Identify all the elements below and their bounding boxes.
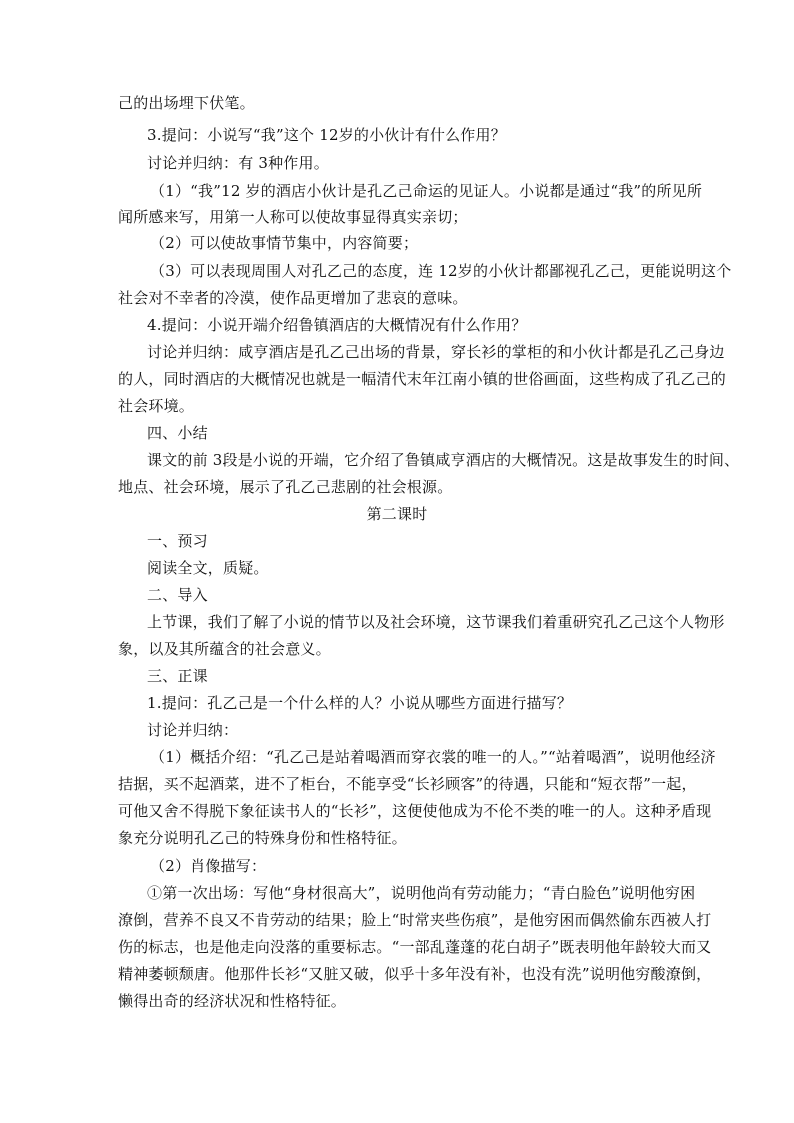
paragraph-line: 阅读全文，质疑。 bbox=[147, 559, 269, 577]
paragraph-line: ①第一次出场：写他“身材很高大”，说明他尚有劳动能力；“青白脸色”说明他穷困 bbox=[147, 884, 696, 902]
paragraph-line: （1）“我”12 岁的酒店小伙计是孔乙己命运的见证人。小说都是通过“我”的所见所 bbox=[150, 182, 703, 200]
discussion-summary: 讨论并归纳：有 3种作用。 bbox=[147, 154, 329, 172]
paragraph-line: （3）可以表现周围人对孔乙己的态度，连 12岁的小伙计都鄙视孔乙己，更能说明这个 bbox=[150, 262, 732, 280]
paragraph-line: 社会环境。 bbox=[118, 397, 195, 415]
section-heading: 三、正课 bbox=[147, 667, 208, 685]
paragraph-line: 的人，同时酒店的大概情况也就是一幅清代末年江南小镇的世俗画面，这些构成了孔乙己的 bbox=[118, 370, 727, 388]
question-1: 1.提问：孔乙己是一个什么样的人？小说从哪些方面进行描写？ bbox=[147, 694, 573, 712]
paragraph-line: 可他又舍不得脱下象征读书人的“长衫”，这便使他成为不伦不类的唯一的人。这种矛盾现 bbox=[118, 802, 712, 820]
paragraph-line: 懒得出奇的经济状况和性格特征。 bbox=[118, 992, 347, 1010]
paragraph-line: （2）肖像描写： bbox=[150, 857, 267, 875]
paragraph-line: 伤的标志，也是他走向没落的重要标志。“一部乱蓬蓬的花白胡子”既表明他年龄较大而又 bbox=[118, 938, 712, 956]
paragraph-line: 象充分说明孔乙己的特殊身份和性格特征。 bbox=[118, 829, 407, 847]
paragraph-line: （1）概括介绍：“孔乙己是站着喝酒而穿衣裳的唯一的人。”“站着喝酒”，说明他经济 bbox=[150, 748, 716, 766]
paragraph-line: 上节课，我们了解了小说的情节以及社会环境，这节课我们着重研究孔乙己这个人物形 bbox=[147, 613, 725, 631]
paragraph-line: 潦倒，营养不良又不肯劳动的结果；脸上“时常夹些伤痕”，是他穷困而偶然偷东西被人打 bbox=[118, 911, 712, 929]
question-4: 4.提问：小说开端介绍鲁镇酒店的大概情况有什么作用？ bbox=[147, 316, 527, 334]
paragraph-line: 社会对不幸者的冷漠，使作品更增加了悲哀的意味。 bbox=[118, 289, 468, 307]
paragraph-line: 己的出场埋下伏笔。 bbox=[118, 94, 255, 112]
paragraph-line: 精神萎顿颓唐。他那件长衫“又脏又破，似乎十多年没有补，也没有洗”说明他穷酸潦倒， bbox=[118, 965, 712, 983]
paragraph-line: 地点、社会环境，展示了孔乙己悲剧的社会根源。 bbox=[118, 478, 453, 496]
paragraph-line: 讨论并归纳： bbox=[147, 721, 239, 739]
section-heading: 四、小结 bbox=[147, 424, 208, 442]
lesson-title: 第二课时 bbox=[366, 505, 428, 523]
paragraph-line: 闻所感来写，用第一人称可以使故事显得真实亲切； bbox=[118, 208, 468, 226]
paragraph-line: 象，以及其所蕴含的社会意义。 bbox=[118, 640, 331, 658]
paragraph-line: 拮据，买不起酒菜，进不了柜台，不能享受“长衫顾客”的待遇，只能和“短衣帮”一起， bbox=[118, 775, 697, 793]
paragraph-line: （2）可以使故事情节集中，内容简要； bbox=[150, 234, 419, 252]
paragraph-line: 讨论并归纳：咸亨酒店是孔乙己出场的背景，穿长衫的掌柜的和小伙计都是孔乙己身边 bbox=[147, 343, 725, 361]
section-heading: 二、导入 bbox=[147, 586, 208, 604]
paragraph-line: 课文的前 3段是小说的开端，它介绍了鲁镇咸亨酒店的大概情况。这是故事发生的时间、 bbox=[147, 451, 740, 469]
section-heading: 一、预习 bbox=[147, 532, 208, 550]
question-3: 3.提问：小说写“我”这个 12岁的小伙计有什么作用？ bbox=[147, 126, 506, 144]
